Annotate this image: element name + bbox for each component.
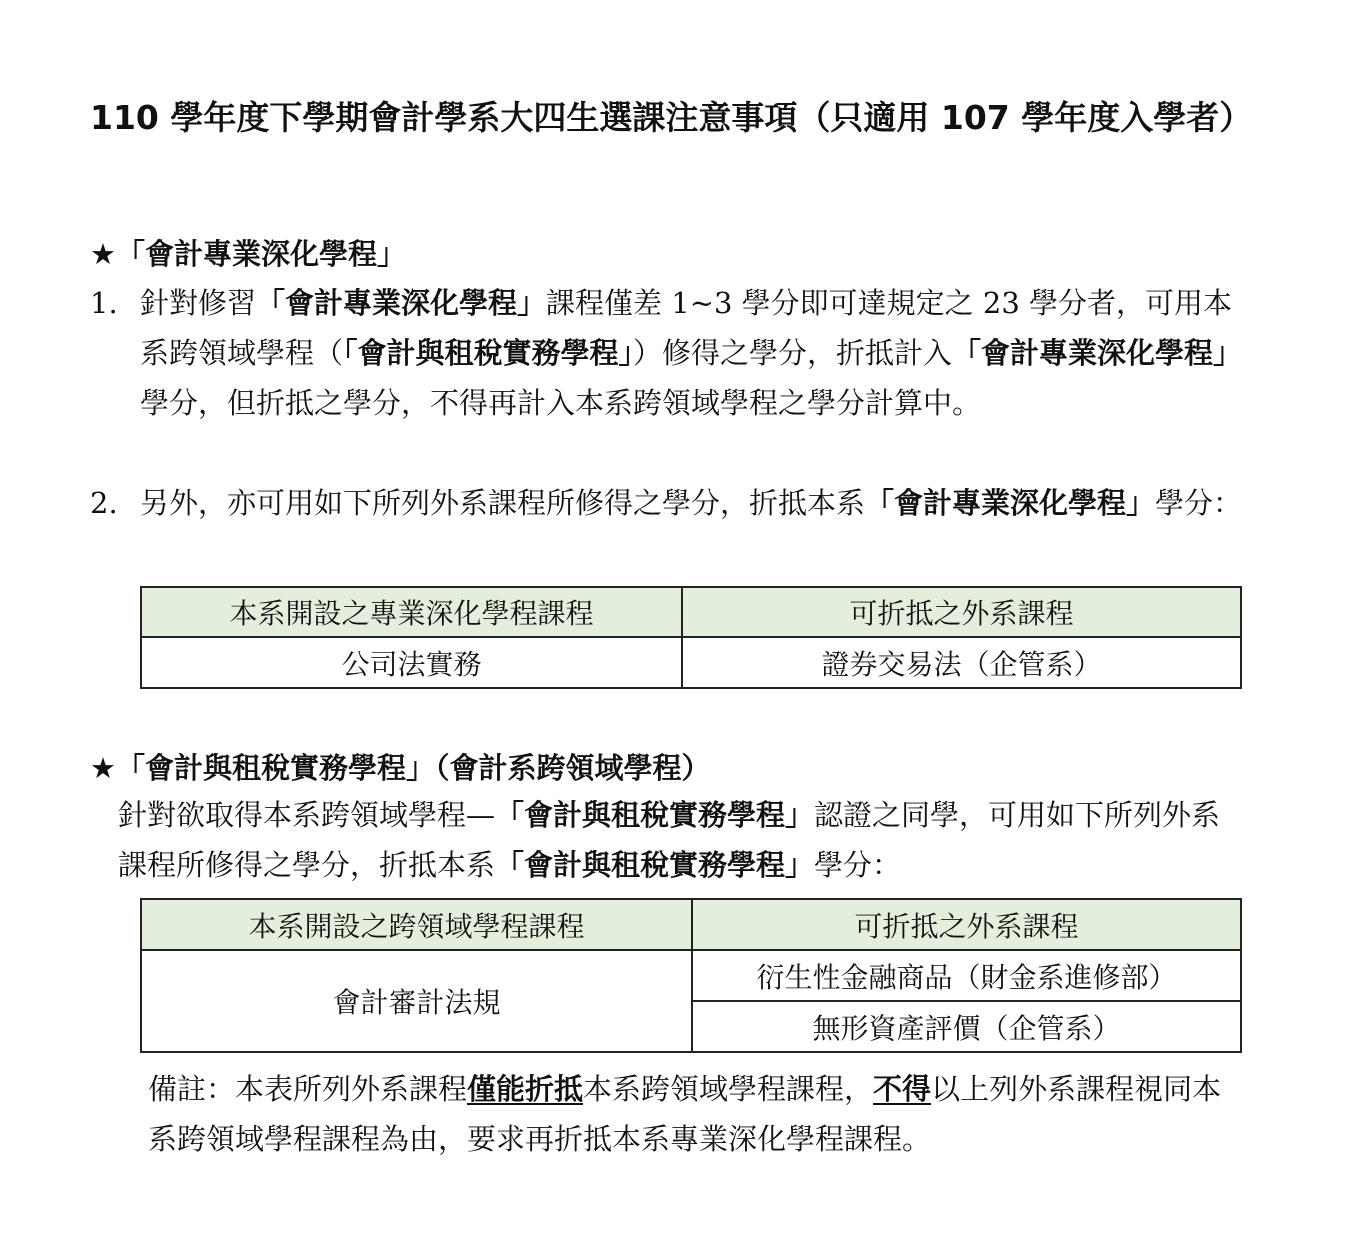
text-run: 備註：本表所列外系課程 xyxy=(148,1072,468,1106)
remark-note xyxy=(148,1064,1248,1164)
list-number: 2. xyxy=(90,486,118,520)
list-number: 1. xyxy=(90,286,118,320)
section-heading-deepening-program: ★「會計專業深化學程」 xyxy=(90,237,406,271)
text-run: 學分： xyxy=(814,848,902,882)
table-cell: 證券交易法（企管系） xyxy=(682,637,1241,688)
page-title: 110 學年度下學期會計學系大四生選課注意事項（只適用 107 學年度入學者） xyxy=(90,98,1253,137)
list-item-1 xyxy=(90,278,1250,428)
text-run: 針對欲取得本系跨領域學程— xyxy=(118,798,496,832)
text-run: 針對修習 xyxy=(140,286,257,320)
text-run: 認證之同學，可用如下所列外系課程所修得之學分，折抵本系 xyxy=(118,798,1221,882)
text-run: 課程僅差 1~3 學分即可達規定之 23 學分者，可用本系跨領域學程（ xyxy=(140,286,1233,370)
bold-program-name: 「會計與租稅實務學程」 xyxy=(495,848,815,882)
list-item-text xyxy=(140,278,1250,428)
table-header: 本系開設之跨領域學程課程 xyxy=(141,899,692,950)
bold-program-name: 「會計與租稅實務學程」 xyxy=(495,798,815,832)
table-cell: 無形資產評價（企管系） xyxy=(692,1001,1241,1052)
bold-program-name: 「會計專業深化學程」 xyxy=(256,286,547,320)
bold-program-name: 「會計專業深化學程」 xyxy=(865,486,1156,520)
table-row xyxy=(141,637,1241,688)
text-run: 另外，亦可用如下所列外系課程所修得之學分，折抵本系 xyxy=(140,486,866,520)
text-run: 學分，但折抵之學分，不得再計入本系跨領域學程之學分計算中。 xyxy=(140,386,982,420)
underlined-emphasis: 不得 xyxy=(873,1072,932,1106)
cross-domain-offset-table xyxy=(140,898,1242,1053)
table-header: 可折抵之外系課程 xyxy=(682,587,1241,637)
bold-program-name: 「會計與租稅實務學程」 xyxy=(343,336,634,370)
deepening-offset-table xyxy=(140,586,1242,689)
text-run: ）修得之學分，折抵計入 xyxy=(633,336,953,370)
text-run: 本系跨領域學程課程， xyxy=(583,1072,874,1106)
text-run: 以上列外系課程視同本系跨領域學程課程為由，要求再折抵本系專業深化學程課程。 xyxy=(148,1072,1222,1156)
table-header: 可折抵之外系課程 xyxy=(692,899,1241,950)
bold-program-name: 「會計專業深化學程」 xyxy=(952,336,1243,370)
section-heading-tax-program: ★「會計與租稅實務學程」（會計系跨領域學程） xyxy=(90,751,711,785)
table-cell: 公司法實務 xyxy=(141,637,682,688)
tax-program-paragraph xyxy=(118,790,1228,890)
list-item-2 xyxy=(90,478,1250,528)
table-cell: 會計審計法規 xyxy=(141,950,692,1052)
text-run: 學分： xyxy=(1155,486,1243,520)
table-row xyxy=(141,950,1241,1001)
list-item-text xyxy=(140,478,1250,528)
underlined-emphasis: 僅能折抵 xyxy=(467,1072,584,1106)
table-cell: 衍生性金融商品（財金系進修部） xyxy=(692,950,1241,1001)
table-header: 本系開設之專業深化學程課程 xyxy=(141,587,682,637)
